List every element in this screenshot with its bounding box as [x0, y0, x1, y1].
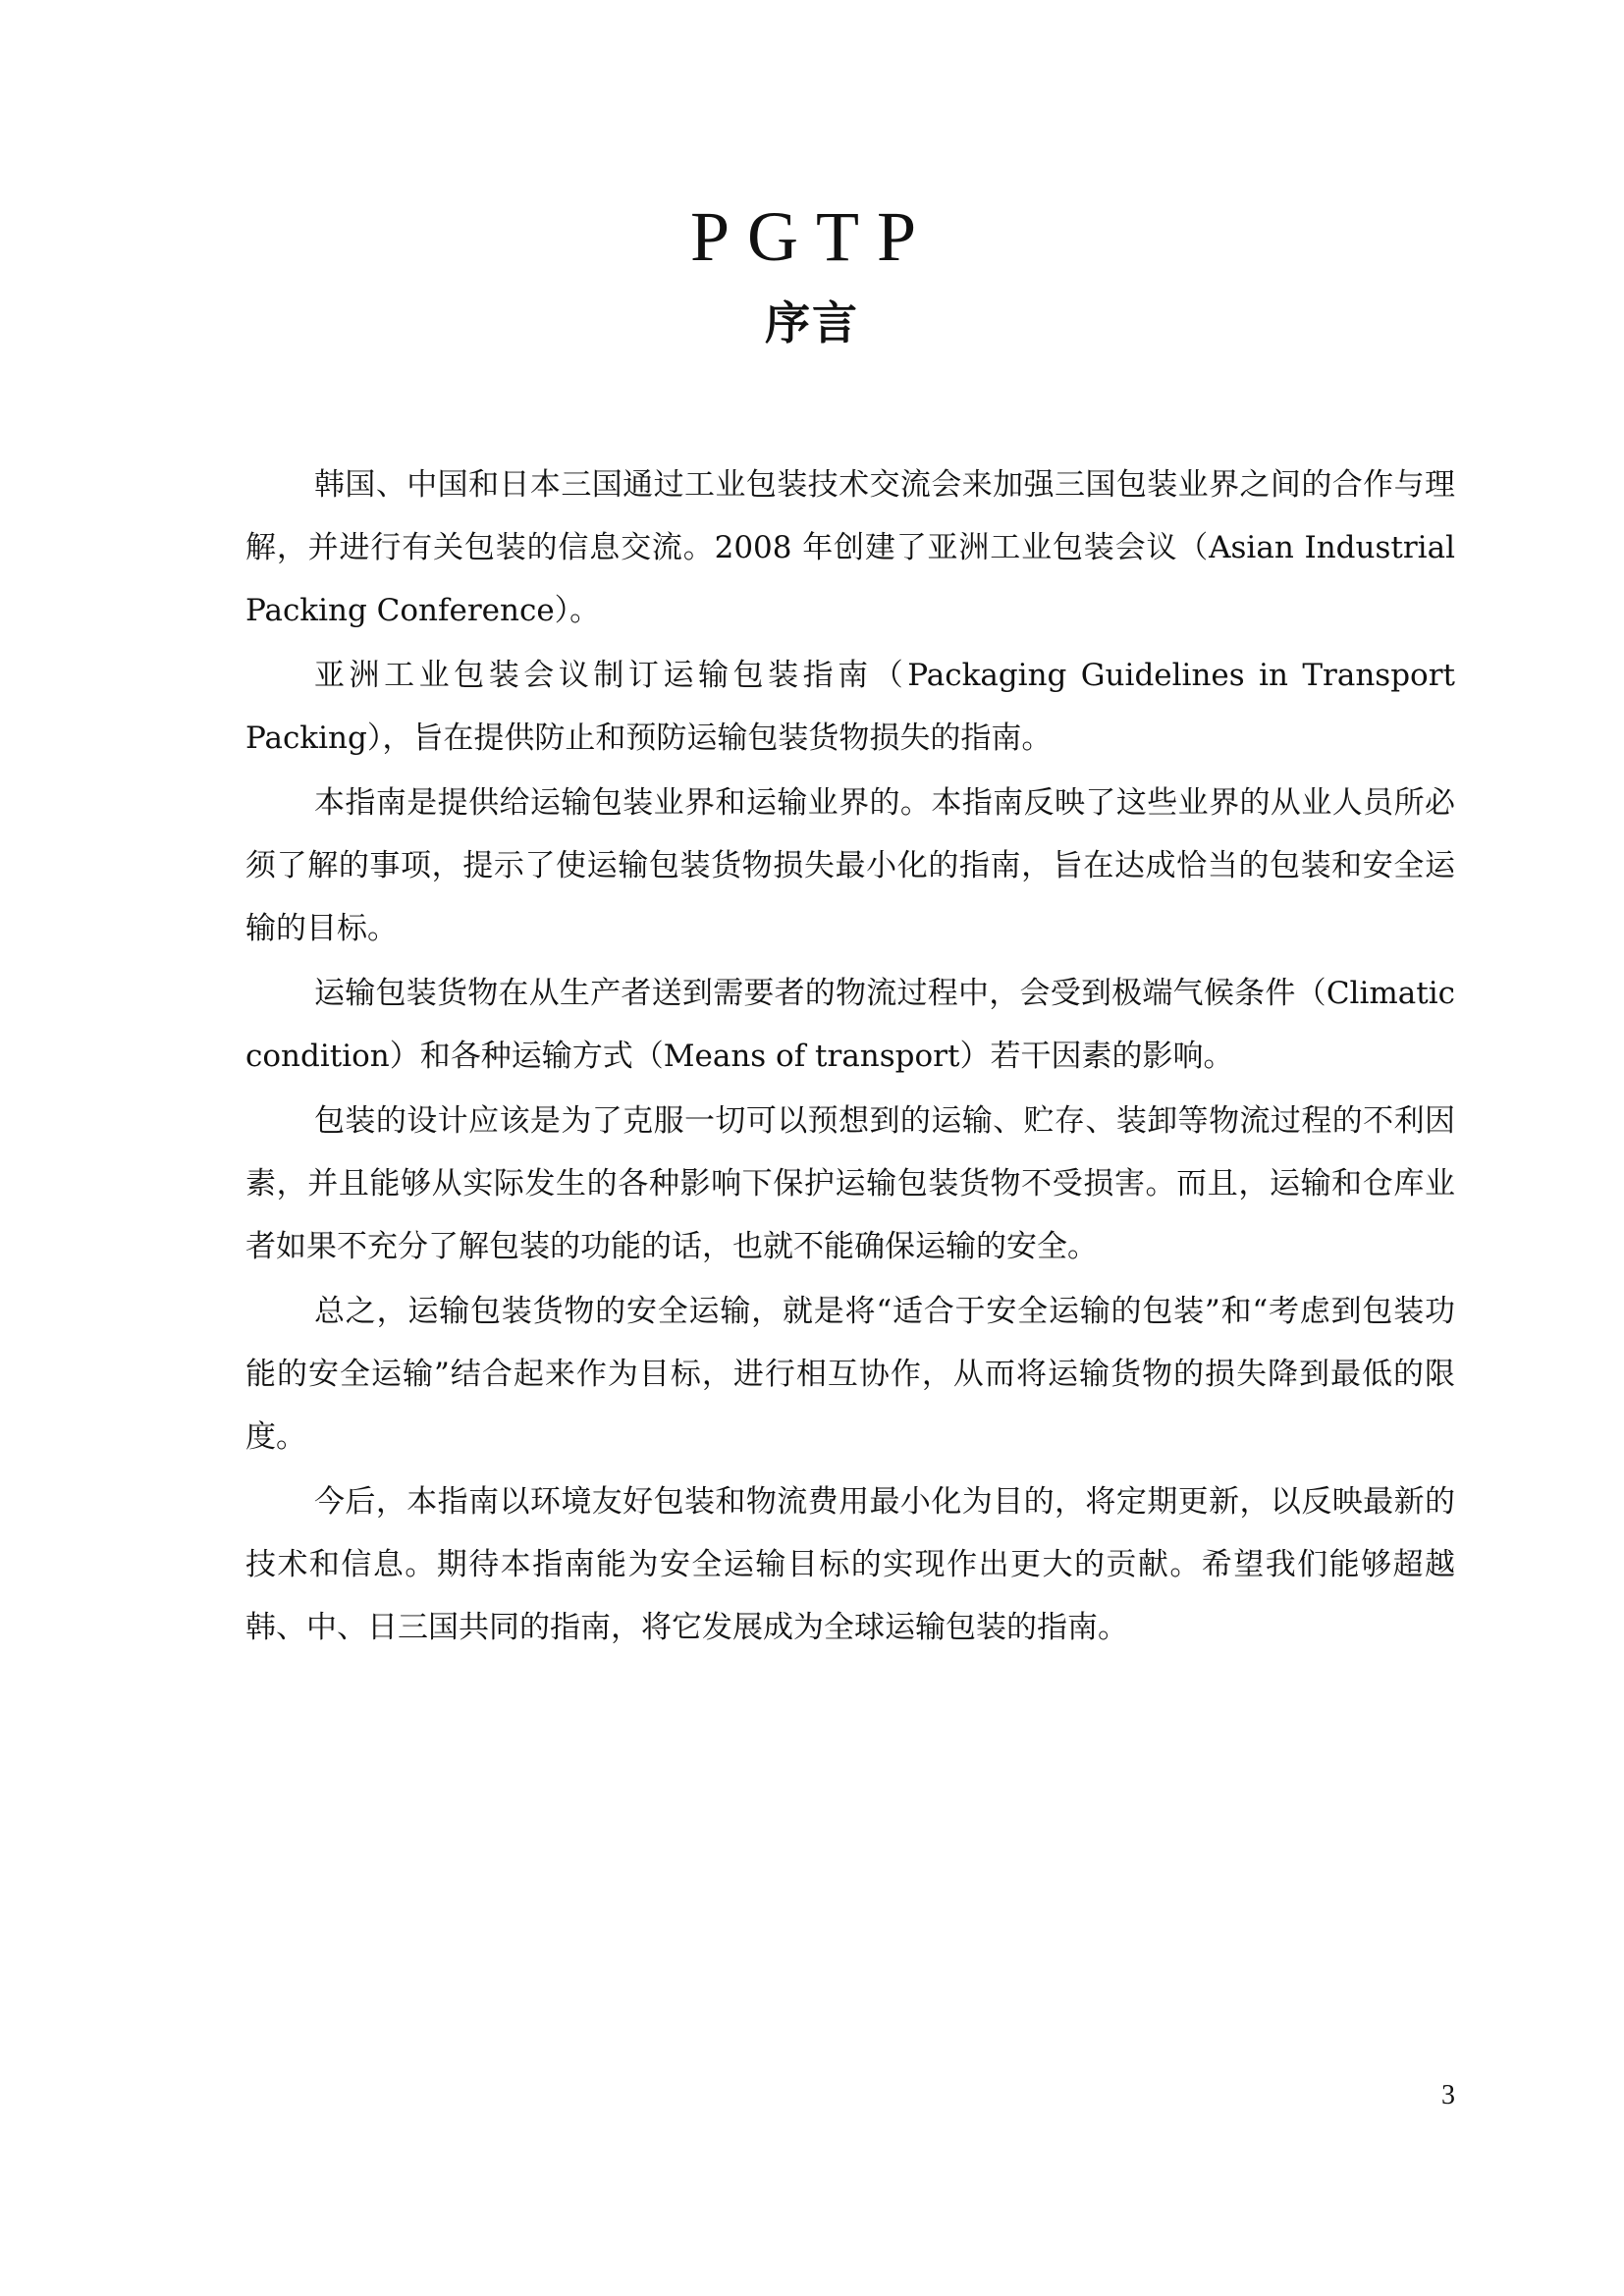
paragraph-3: 本指南是提供给运输包装业界和运输业界的。本指南反映了这些业界的从业人员所必须了解的事项，提示了使运输包装货物损失最小化的指南，旨在达成恰当的包装和安全运输的目标。	[245, 785, 1455, 946]
document-title: PGTP	[689, 197, 935, 276]
paragraph-4: 运输包装货物在从生产者送到需要者的物流过程中，会受到极端气候条件（Climatic condition）和各种运输方式（Means of transport）若干因素的影响。	[245, 976, 1455, 1074]
preface-heading: 序言	[765, 296, 859, 349]
paragraph-2: 亚洲工业包装会议制订运输包装指南（Packaging Guidelines in Transport Packing），旨在提供防止和预防运输包装货物损失的指南。	[245, 658, 1455, 756]
paragraph-7: 今后，本指南以环境友好包装和物流费用最小化为目的，将定期更新，以反映最新的技术和信息。期待本指南能为安全运输目标的实现作出更大的贡献。希望我们能够超越韩、中、日三国共同的指南，将它发展成为全球运输包装的指南。	[245, 1484, 1455, 1645]
paragraph-6: 总之，运输包装货物的安全运输，就是将“适合于安全运输的包装”和“考虑到包装功能的安全运输”结合起来作为目标，进行相互协作，从而将运输货物的损失降到最低的限度。	[245, 1294, 1455, 1455]
paragraph-5: 包装的设计应该是为了克服一切可以预想到的运输、贮存、装卸等物流过程的不利因素，并且能够从实际发生的各种影响下保护运输包装货物不受损害。而且，运输和仓库业者如果不充分了解包装的功能的话，也就不能确保运输的安全。	[245, 1103, 1455, 1264]
page-number: 3	[1441, 2080, 1455, 2110]
paragraph-1: 韩国、中国和日本三国通过工业包装技术交流会来加强三国包装业界之间的合作与理解，并进行有关包装的信息交流。2008 年创建了亚洲工业包装会议（Asian Industrial Packing Conference）。	[245, 467, 1455, 628]
preface-body	[245, 454, 1455, 1661]
